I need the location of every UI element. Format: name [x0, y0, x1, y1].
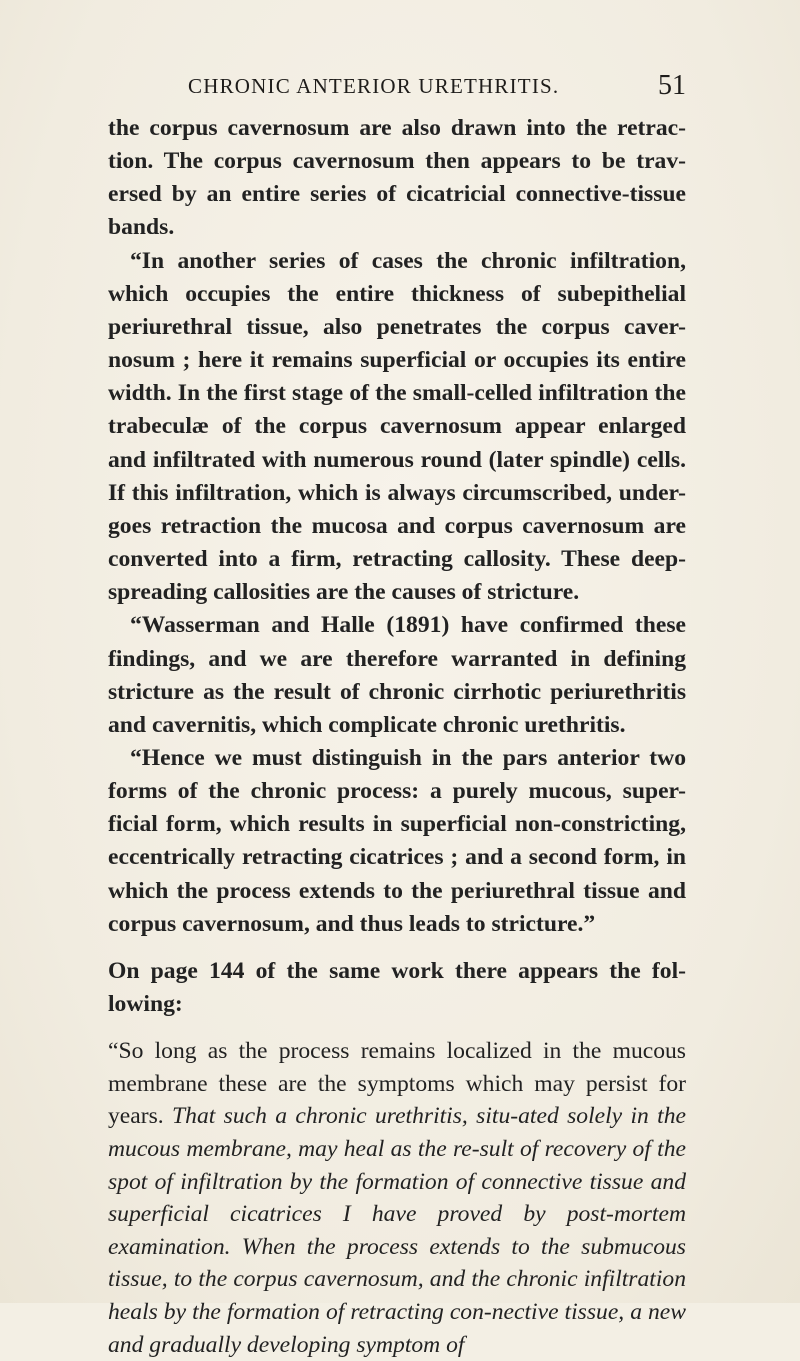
running-head: CHRONIC ANTERIOR URETHRITIS.: [188, 74, 560, 98]
paragraph-two-forms: “Hence we must distinguish in the pars anterior two forms of the chronic process: a purely mucous, super-ficial form, which results in superficial non-constricting, eccentrically retracting cicatrices ; and a second form, in which the process extends to the periurethral tissue and corpus cavernosum, and thus leads to stricture.”: [108, 744, 686, 937]
body-text: [108, 112, 686, 1361]
quote-italic-text: That such a chronic urethritis, situ-ated solely in the mucous membrane, may heal as the re-sult of recovery of the spot of infiltration by the formation of connective tissue and superficial cicatrices I have proved by post-mortem examination. When the process extends to the submucous tissue, to the corpus cavernosum, and the chronic infiltration heals by the formation of retracting con-nective tissue, a new and gradually developing symptom of: [108, 1103, 686, 1358]
paragraph-wasserman: “Wasserman and Halle (1891) have confirmed these findings, and we are therefore warranted in defining stricture as the result of chronic cirrhotic periurethritis and cavernitis, which complicate chronic urethritis.: [108, 612, 686, 738]
paragraph-continuation: the corpus cavernosum are also drawn into the retrac-tion. The corpus cavernosum then appears to be trav-ersed by an entire series of cicatricial connective-tissue bands.: [108, 115, 686, 241]
page-header: [108, 70, 686, 104]
quote-roman-text: “So long as the process remains localized in the mucous membrane these are the symptoms which may persist for years.: [108, 1038, 686, 1130]
page-number: 51: [658, 70, 686, 101]
paragraph-page-144: On page 144 of the same work there appears the fol-lowing:: [108, 957, 686, 1018]
paragraph-infiltration: “In another series of cases the chronic infiltration, which occupies the entire thickness of subepithelial periurethral tissue, also penetrates the corpus caver-nosum ; here it remains superficial or occupies its entire width. In the first stage of the small-celled infiltration the trabeculæ of the corpus cavernosum appear enlarged and infiltrated with numerous round (later spindle) cells. If this infiltration, which is always circumscribed, under-goes retraction the mucosa and corpus cavernosum are converted into a firm, retracting callosity. These deep-spreading callosities are the causes of stricture.: [108, 247, 686, 606]
quote-paragraph: [108, 1035, 686, 1361]
